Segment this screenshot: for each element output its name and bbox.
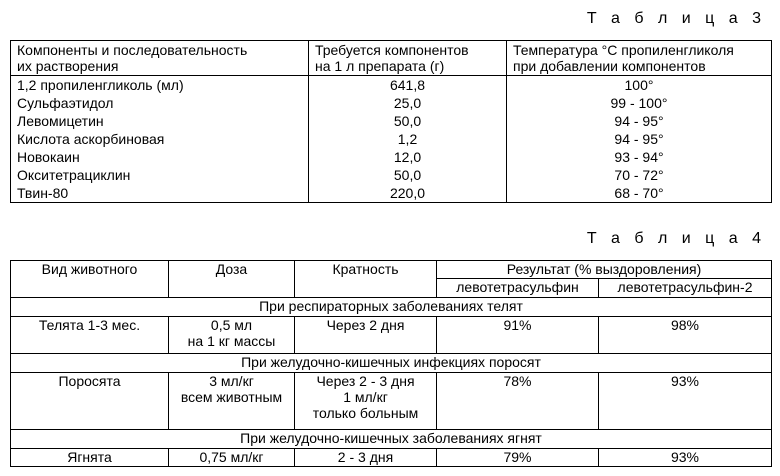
table4-header-drug1: левотетрасульфин [437,279,599,298]
table-row: Поросята 3 мл/кг всем животным Через 2 - 3 дня 1 мл/кг только больным 78% 93% [11,373,772,430]
table3-caption: Т а б л и ц а 3 [586,10,766,27]
table-row: Кислота аскорбиновая 1,2 94 - 95° [11,130,772,148]
table4 [10,260,772,467]
table-row: Твин-80 220,0 68 - 70° [11,184,772,203]
table4-section-title: При желудочно-кишечных заболеваниях ягнят [11,430,772,449]
table-row: 1,2 пропиленгликоль (мл) 641,8 100° [11,76,772,95]
table3-header-temp: Температура °С пропиленгликоля при добавлении компонентов [507,41,772,76]
table-row: Новокаин 12,0 93 - 94° [11,148,772,166]
table3-header-amount: Требуется компонентов на 1 л препарата (г) [309,41,507,76]
table3-header-row [11,41,772,76]
table4-section-title: При желудочно-кишечных инфекциях поросят [11,354,772,373]
table-row: Левомицетин 50,0 94 - 95° [11,112,772,130]
table-row: Телята 1-3 мес. 0,5 мл на 1 кг массы Через 2 дня 91% 98% [11,317,772,354]
table4-header-row [11,261,772,279]
table3-header-component: Компоненты и последовательность их растворения [11,41,309,76]
table4-section-title: При респираторных заболеваниях телят [11,298,772,317]
table4-header-dose: Доза [169,261,295,298]
table-row: Сульфаэтидол 25,0 99 - 100° [11,94,772,112]
table4-header-frequency: Кратность [295,261,437,298]
table4-caption: Т а б л и ц а 4 [586,230,766,247]
table-row: Окситетрациклин 50,0 70 - 72° [11,166,772,184]
table4-header-result: Результат (% выздоровления) [437,261,772,279]
table4-header-drug2: левотетрасульфин-2 [599,279,772,298]
table4-header-animal: Вид животного [11,261,169,298]
table-row: Ягнята 0,75 мл/кг 2 - 3 дня 79% 93% [11,449,772,467]
table3 [10,40,772,203]
